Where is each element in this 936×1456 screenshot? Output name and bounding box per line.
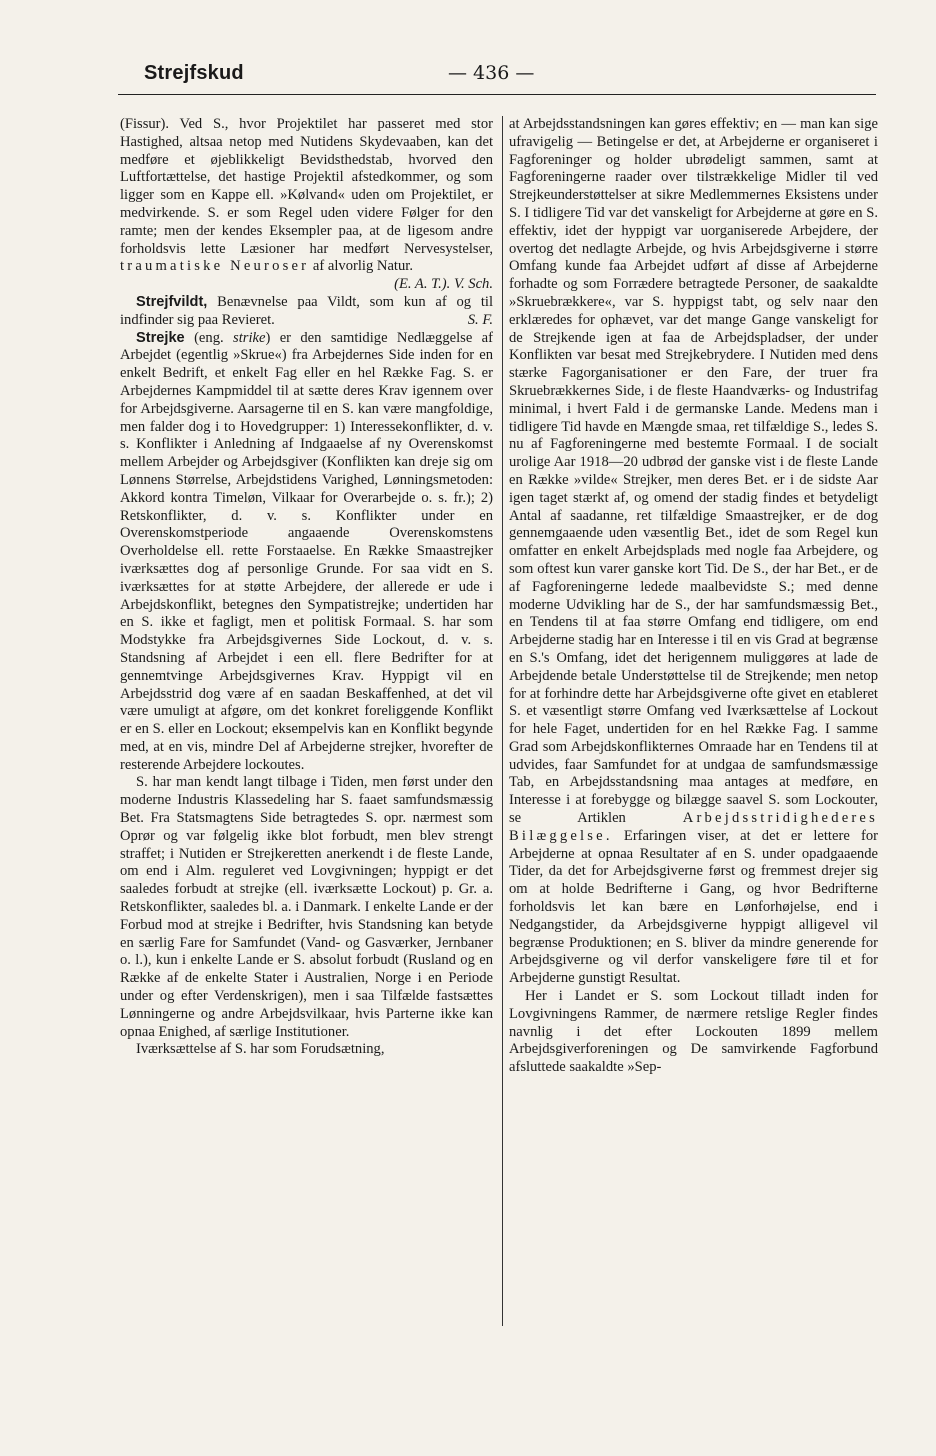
page-header <box>118 60 876 90</box>
spaced-term: traumatiske Neuroser <box>120 258 310 275</box>
entry-text: (eng. <box>194 329 224 346</box>
entry-text: ) er den samtidige Nedlæggelse af Arbejdet (egentlig »Skrue«) fra Arbejdernes Side inden for en enkelt Bedrift, et enkelt Fag eller en hel Række Fag. S. er Arbejdernes Kampmiddel til at sætte deres Krav igennem over for Arbejdsgiverne. Aarsagerne til en S. kan være mangfoldige, men falder dog i to Hovedgrupper: 1) Interessekonflikter, d. v. s. Konflikter i Anledning af Indgaaelse af ny Overenskomst mellem Arbejder og Arbejdsgiver (Konflikten kan dreje sig om Lønnens Størrelse, Arbejdstidens Varighed, Lønningsmetoden: Akkord kontra Timeløn, Vilkaar for Overarbejde o. s. fr.); 2) Retskonflikter, d. v. s. Konflikter under en Overenskomstperiode angaaende Overenskomstens Overholdelse ell. rette Forstaaelse. En Række Smaastrejker iværksættes dog af personlige Grunde. For saa vidt en S. iværksættes for at støtte Arbejdere, der allerede er ude i Arbejdskonflikt, betegnes den Sympatistrejke; undertiden har en S. ikke et fagligt, men et politisk Formaal. S. har som Modstykke fra Arbejdsgivernes Side Lockout, d. v. s. Standsning af Arbejdet i een ell. flere Bedrifter for at gennemtvinge Arbejdsgivernes Krav. Hyppigt vil en Arbejdsstrid dog være af en saadan Beskaffenhed, at det vil være umuligt at afgøre, om det konkret foreliggende Konflikt er en S. eller en Lockout; eksempelvis kan en Konflikt begynde med, at en vis, mindre Del af Arbejderne strejker, hvorefter de resterende Arbejdere lockoutes. <box>120 329 494 773</box>
page-number: — 436 — <box>448 62 535 84</box>
entry-headword: Strejke <box>136 329 185 346</box>
entry-text-italic: strike <box>233 329 266 346</box>
paragraph: Iværksættelse af S. har som Forudsætning, <box>136 1041 385 1058</box>
paragraph: Her i Landet er S. som Lockout tilladt inden for Lovgivningens Rammer, de nærmere retslige Regler findes navnlig i det efter Lockouten 1899 mellem Arbejdsgiverforeningen og De samvirkende Fagforbund afsluttede saakaldte »Sep- <box>509 988 878 1076</box>
paragraph <box>120 116 493 294</box>
paragraph-text: af alvorlig Natur. <box>312 258 413 275</box>
paragraph-text: at Arbejdsstandsningen kan gøres effektiv; en — man kan sige ufravigelig — Betingelse er det, at Arbejderne er organiseret i Fagforeninger og holder ubrødeligt sammen, samt at Fagforeningerne raader over tilstrækkelige Midler til ved Strejkeunderstøttelser at sikre Medlemmernes Eksistens under S. I tidligere Tid var det vanskeligt for Arbejderne at gøre en S. effektiv, idet der hyppigt var uorganiserede Arbejdere, der overtog det nedlagte Arbejde, og hvis Arbejdsgiverne i større Omfang kunde faa Arbejdet udført af disse af Arbejderne forhadte og som Forrædere betragtede Personer, de saakaldte »Skruebrækkere«, var S. hyppigst tabt, og selv naar den erklæredes for ophævet, var det mange Gange vanskeligt for de Strejkende igen at faa de Arbejdspladser, der under Konflikten var besat med Strejkebrydere. I Nutiden med dens stærke Fagorganisationer er den Fare, der truer fra Skruebrækkernes Side, i de fleste Haandværks- og Industrifag minimal, i hvert Fald i de germanske Lande. Medens man i tidligere Tid havde en Mængde smaa, ret tilfældige S., ledes S. nu af Fagforeningerne med bestemte Formaal. I de socialt urolige Aar 1918—20 udbrød der ganske vist i de fleste Lande en Række »vilde« Strejker, men deres Bet. er i de sidste Aar igen taget stærkt af, og omend der stadig findes et betydeligt Antal af saadanne, ret tilfældige Smaastrejker, er de dog gennemgaaende uden væsentlig Bet., idet de som Regel kun omfatter en enkelt Arbejdsplads med nogle faa Arbejdere, og som oftest kun varer ganske kort Tid. De S., der har Bet., er de af Fagforeningerne ledede maalbevidste S.; med denne moderne Udvikling har de S., der har samfundsmæssig Bet., en Tendens til at faa større Omfang end tidligere, om end Arbejderne stadig har en Interesse i til en vis Grad at begrænse en S.'s Omfang, idet det herigennem muliggøres at lade de Arbejdende betale Understøttelse til de Strejkende; men netop for at forhindre dette har Arbejdsgiverne ofte givet en etableret S. et væsentligt større Omfang ved Iværksættelse af Lockout for hele Faget, undertiden for en hel Række Fag. I samme Grad som Arbejdskonflikternes Omraade har en Tendens til at udvides, faar Samfundet for at undgaa de samfundsmæssige Tab, en Arbejdsstandsning maa antages at medføre, en Interesse i at forebygge og bilægge saavel S. som Lockouter, se Artiklen <box>509 116 878 827</box>
entry-text: Benævnelse paa Vildt, som kun af og til indfinder sig paa Revieret. <box>120 293 493 328</box>
paragraph <box>509 116 878 988</box>
header-rule <box>118 94 876 95</box>
entry-headword: Strejfvildt, <box>136 293 208 310</box>
entry-strejfvildt <box>120 294 493 330</box>
running-head: Strejfskud <box>144 62 244 84</box>
spaced-term: Arbejdsstridighederes Bilæggelse. <box>509 810 878 844</box>
right-column <box>509 116 878 1077</box>
left-column <box>120 116 493 1059</box>
author-signature: S. F. <box>467 311 493 328</box>
author-signature: (E. A. T.). V. Sch. <box>394 276 493 293</box>
column-divider <box>502 116 503 1326</box>
paragraph-text: Erfaringen viser, at det er lettere for Arbejderne at opnaa Resultater af en S. under opadgaaende Tider, da det for Arbejdsgiverne først og fremmest drejer sig om at holde Bedrifterne i Gang, og hvor Bedrifterne forholdsvis let kan bære en Lønforhøjelse, end i Nedgangstider, da Arbejdsgiverne hyppigt alligevel vil begrænse Produktionen; en S. bliver da mindre generende for Arbejdsgiverne og vil derfor vanskeligere føre til et for Arbejderne gunstigt Resultat. <box>509 827 878 987</box>
paragraph: S. har man kendt langt tilbage i Tiden, men først under den moderne Industris Klassedeling har S. faaet samfundsmæssig Bet. Fra Statsmagtens Side betragtedes S. opr. nærmest som Oprør og var følgelig ikke blot forbudt, men blev strengt straffet; i Nutiden er Strejkeretten anerkendt i de fleste Lande, om end i Alm. reguleret ved Lovgivningen; hyppigt er det saaledes forbudt at strejke (ell. iværksætte Lockout) p. Gr. a. Retskonflikter, saaledes bl. a. i Danmark. I enkelte Lande er der Forbud mod at strejke i Bedrifter, hvis Standsning kan betyde en særlig Fare for Samfundet (Vand- og Gasværker, Jernbaner o. l.), kun i enkelte Lande er S. absolut forbudt (Rusland og en Række af de enkelte Stater i Australien, Norge i en Periode under og efter Verdenskrigen), men i saa Tilfælde fastsættes Lønningerne og andre Arbejdsvilkaar, hvis Parterne ikke kan opnaa Enighed, af særlige Institutioner. <box>120 774 493 1040</box>
entry-strejke <box>120 330 493 775</box>
paragraph-text: (Fissur). Ved S., hvor Projektilet har passeret med stor Hastighed, altsaa netop med Nutidens Skydevaaben, kan det medføre et øjeblikkeligt Bevidsthedstab, hvorved den Luftfortættelse, det hastige Projektil afstedkommer, og som ligger som en Kappe ell. »Kølvand« uden om Projektilet, er medvirkende. S. er som Regel uden videre Følger for den ramte; men der kendes Eksempler paa, at de ligesom andre forholdsvis lette Læsioner har medført Nervesystelser, <box>120 116 493 257</box>
